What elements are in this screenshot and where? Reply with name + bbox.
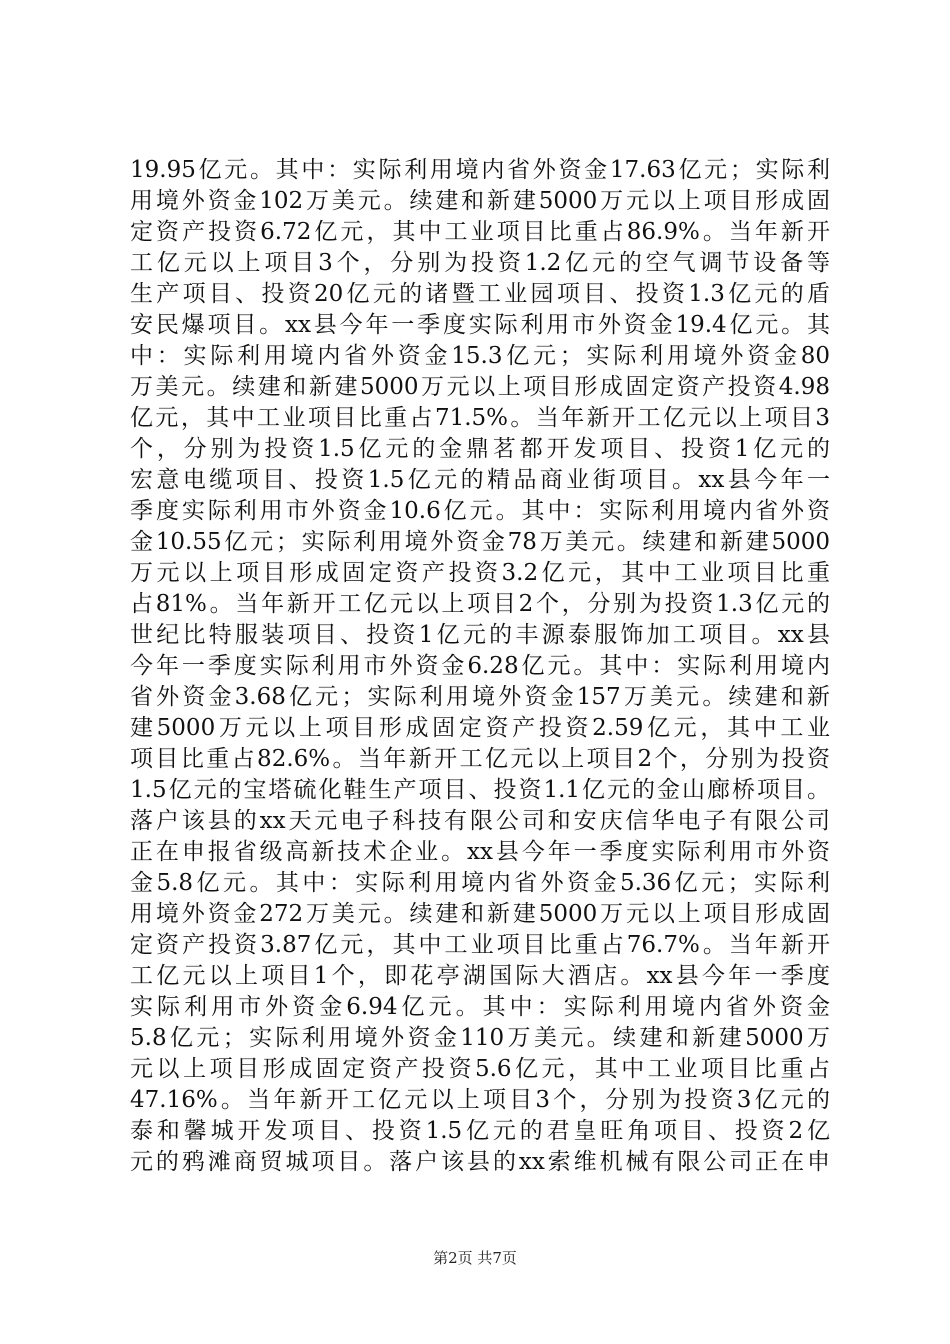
- text-line: 用境外资金102万美元。续建和新建5000万元以上项目形成固: [130, 188, 830, 214]
- text-line: 5.8亿元；实际利用境外资金110万美元。续建和新建5000万: [130, 1025, 830, 1051]
- text-line: 世纪比特服装项目、投资1亿元的丰源泰服饰加工项目。xx县: [130, 622, 830, 648]
- text-line: 定资产投资6.72亿元，其中工业项目比重占86.9%。当年新开: [130, 219, 830, 245]
- body-text: [130, 155, 830, 1178]
- text-line: 1.5亿元的宝塔硫化鞋生产项目、投资1.1亿元的金山廊桥项目。: [130, 777, 830, 803]
- text-line: 项目比重占82.6%。当年新开工亿元以上项目2个，分别为投资: [130, 746, 830, 772]
- text-line: 建5000万元以上项目形成固定资产投资2.59亿元，其中工业: [130, 715, 830, 741]
- text-line: 泰和馨城开发项目、投资1.5亿元的君皇旺角项目、投资2亿: [130, 1118, 830, 1144]
- text-line: 用境外资金272万美元。续建和新建5000万元以上项目形成固: [130, 901, 830, 927]
- text-line: 中：实际利用境内省外资金15.3亿元；实际利用境外资金80: [130, 343, 830, 369]
- text-line: 宏意电缆项目、投资1.5亿元的精品商业街项目。xx县今年一: [130, 467, 830, 493]
- text-line: 19.95亿元。其中：实际利用境内省外资金17.63亿元；实际利: [130, 157, 830, 183]
- text-line: 今年一季度实际利用市外资金6.28亿元。其中：实际利用境内: [130, 653, 830, 679]
- text-line: 万元以上项目形成固定资产投资3.2亿元，其中工业项目比重: [130, 560, 830, 586]
- text-line: 个，分别为投资1.5亿元的金鼎茗都开发项目、投资1亿元的: [130, 436, 830, 462]
- text-line: 季度实际利用市外资金10.6亿元。其中：实际利用境内省外资: [130, 498, 830, 524]
- text-line: 金10.55亿元；实际利用境外资金78万美元。续建和新建5000: [130, 529, 830, 555]
- text-line: 占81%。当年新开工亿元以上项目2个，分别为投资1.3亿元的: [130, 591, 830, 617]
- text-line: 元以上项目形成固定资产投资5.6亿元，其中工业项目比重占: [130, 1056, 830, 1082]
- text-line: 工亿元以上项目3个，分别为投资1.2亿元的空气调节设备等: [130, 250, 830, 276]
- text-line: 省外资金3.68亿元；实际利用境外资金157万美元。续建和新: [130, 684, 830, 710]
- text-line: 实际利用市外资金6.94亿元。其中：实际利用境内省外资金: [130, 994, 830, 1020]
- text-line: 生产项目、投资20亿元的诸暨工业园项目、投资1.3亿元的盾: [130, 281, 830, 307]
- text-line: 万美元。续建和新建5000万元以上项目形成固定资产投资4.98: [130, 374, 830, 400]
- text-line: 亿元，其中工业项目比重占71.5%。当年新开工亿元以上项目3: [130, 405, 830, 431]
- text-line: 金5.8亿元。其中：实际利用境内省外资金5.36亿元；实际利: [130, 870, 830, 896]
- text-line: 落户该县的xx天元电子科技有限公司和安庆信华电子有限公司: [130, 808, 830, 834]
- text-line: 元的鸦滩商贸城项目。落户该县的xx索维机械有限公司正在申: [130, 1149, 830, 1175]
- page-footer: 第2页 共7页: [433, 1249, 517, 1267]
- text-line: 定资产投资3.87亿元，其中工业项目比重占76.7%。当年新开: [130, 932, 830, 958]
- text-line: 正在申报省级高新技术企业。xx县今年一季度实际利用市外资: [130, 839, 830, 865]
- text-line: 工亿元以上项目1个，即花亭湖国际大酒店。xx县今年一季度: [130, 963, 830, 989]
- text-line: 47.16%。当年新开工亿元以上项目3个，分别为投资3亿元的: [130, 1087, 830, 1113]
- text-line: 安民爆项目。xx县今年一季度实际利用市外资金19.4亿元。其: [130, 312, 830, 338]
